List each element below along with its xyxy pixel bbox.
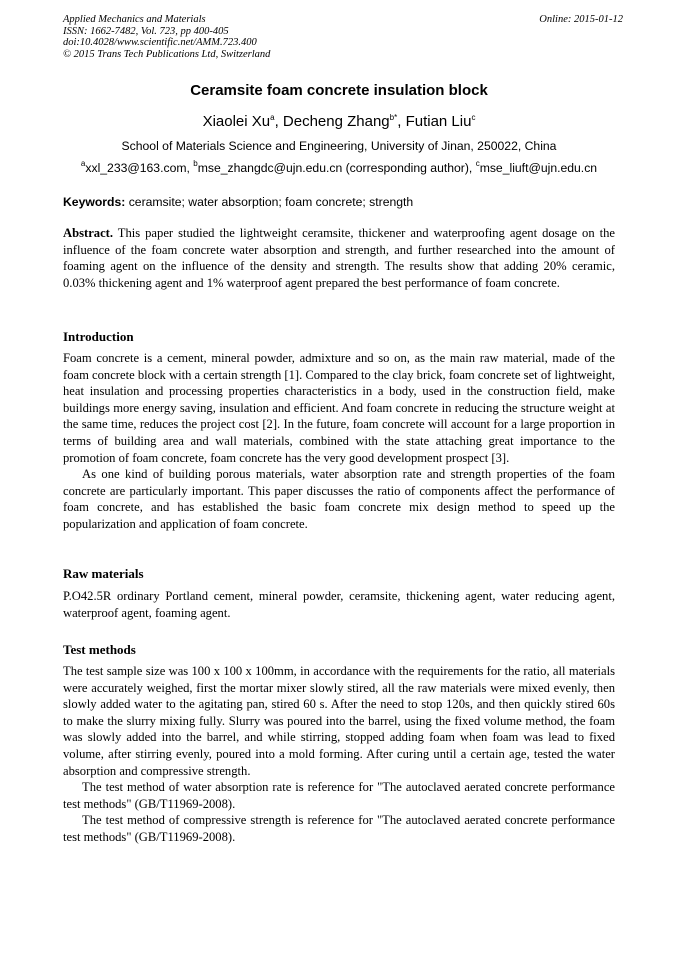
paragraph: P.O42.5R ordinary Portland cement, mineral powder, ceramsite, thickening agent, water reducing agent, waterproof agent, foaming agent.: [63, 589, 615, 620]
paragraph: Foam concrete is a cement, mineral powder, admixture and so on, as the main raw material, made of the foam concrete block with a certain strength [1]. Compared to the clay brick, foam concrete set of lightweight, heat insulation and processing properties characteristics in a body, used in the construction field, make buildings more energy saving, insulation and efficient. And foam concrete in reducing the structure weight at the same time, reduces the project cost [2]. In the future, foam concrete will account for a large proportion in terms of building area and wall materials, combined with the state attaching great importance to the promotion of foam concrete, foam concrete has the very good development prospect [3].: [63, 351, 615, 465]
journal-copyright: © 2015 Trans Tech Publications Ltd, Switzerland: [63, 48, 271, 60]
author-emails: [0, 161, 678, 175]
email-sup: b: [193, 159, 198, 168]
author-sup: a: [270, 113, 275, 122]
email-address: mse_liuft@ujn.edu.cn: [479, 161, 598, 175]
abstract: [63, 225, 615, 291]
introduction-body: [63, 350, 615, 533]
affiliation: School of Materials Science and Engineering, University of Jinan, 250022, China: [121, 139, 557, 153]
email-address: xxl_233@163.com,: [85, 161, 194, 175]
email-address: mse_zhangdc@ujn.edu.cn (corresponding author),: [197, 161, 476, 175]
abstract-label: Abstract.: [63, 226, 114, 240]
journal-name: Applied Mechanics and Materials: [63, 14, 206, 25]
author-name: Xiaolei Xu: [202, 113, 271, 130]
journal-doi: doi:10.4028/www.scientific.net/AMM.723.400: [63, 37, 257, 48]
author-list: [0, 113, 678, 130]
paragraph: The test sample size was 100 x 100 x 100mm, in accordance with the requirements for the ratio, all materials were accurately weighed, first the mortar mixer slowly stired, all the raw materials were mixed evenly, then slowly added water to the agitating pan, stired 60 s. After the need to stop 120s, and then quickly stired 60s to make the slurry mixing fully. Slurry was poured into the barrel, using the fixed volume method, the foam was slowly added into the barrel, and while stirring, stopped adding foam when foam was lead to fixed volume, after stirring evenly, poured into a mold forming. After curing until a certain age, tested the water absorption and compressive strength.: [63, 664, 615, 778]
test-methods-body: [63, 663, 615, 846]
author-sup: b*: [389, 113, 398, 122]
online-date: Online: 2015-01-12: [539, 14, 623, 25]
keywords: [63, 195, 615, 209]
section-heading-raw-materials: Raw materials: [63, 566, 144, 581]
abstract-paragraph: [63, 225, 615, 291]
author-name: Decheng Zhang: [282, 113, 390, 130]
paragraph: As one kind of building porous materials, water absorption rate and strength properties of the foam concrete are particularly important. This paper discusses the ratio of components affect the performance of foam concrete, and has established the basic foam concrete mix design method to speed up the popularization and application of foam concrete.: [63, 467, 615, 531]
journal-header: [63, 14, 623, 60]
raw-materials-body: [63, 588, 615, 621]
author-name: Futian Liu: [405, 113, 472, 130]
section-heading-test-methods: Test methods: [63, 642, 136, 657]
section-heading-introduction: Introduction: [63, 329, 134, 344]
journal-issn: ISSN: 1662-7482, Vol. 723, pp 400-405: [63, 25, 229, 37]
email-sup: c: [475, 159, 480, 168]
paragraph: The test method of water absorption rate is reference for "The autoclaved aerated concrete performance test methods" (GB/T11969-2008).: [63, 780, 615, 811]
author-sup: c: [471, 113, 476, 122]
email-sup: a: [80, 159, 86, 168]
abstract-text: This paper studied the lightweight ceramsite, thickener and waterproofing agent dosage on the influence of the foam concrete water absorption and strength, and further researched into the amount of foaming agent on the influence of the density and strength. The results show that adding 20% ceramic, 0.03% thickening agent and 1% waterproof agent prepared the best performance of foam concrete.: [63, 226, 615, 290]
keywords-text: ceramsite; water absorption; foam concrete; strength: [125, 195, 414, 209]
paragraph: The test method of compressive strength is reference for "The autoclaved aerated concrete performance test methods" (GB/T11969-2008).: [63, 813, 615, 844]
paper-title: Ceramsite foam concrete insulation block: [190, 82, 488, 99]
author-separator: ,: [274, 113, 283, 130]
author-separator: ,: [397, 113, 406, 130]
keywords-label: Keywords:: [63, 195, 126, 209]
